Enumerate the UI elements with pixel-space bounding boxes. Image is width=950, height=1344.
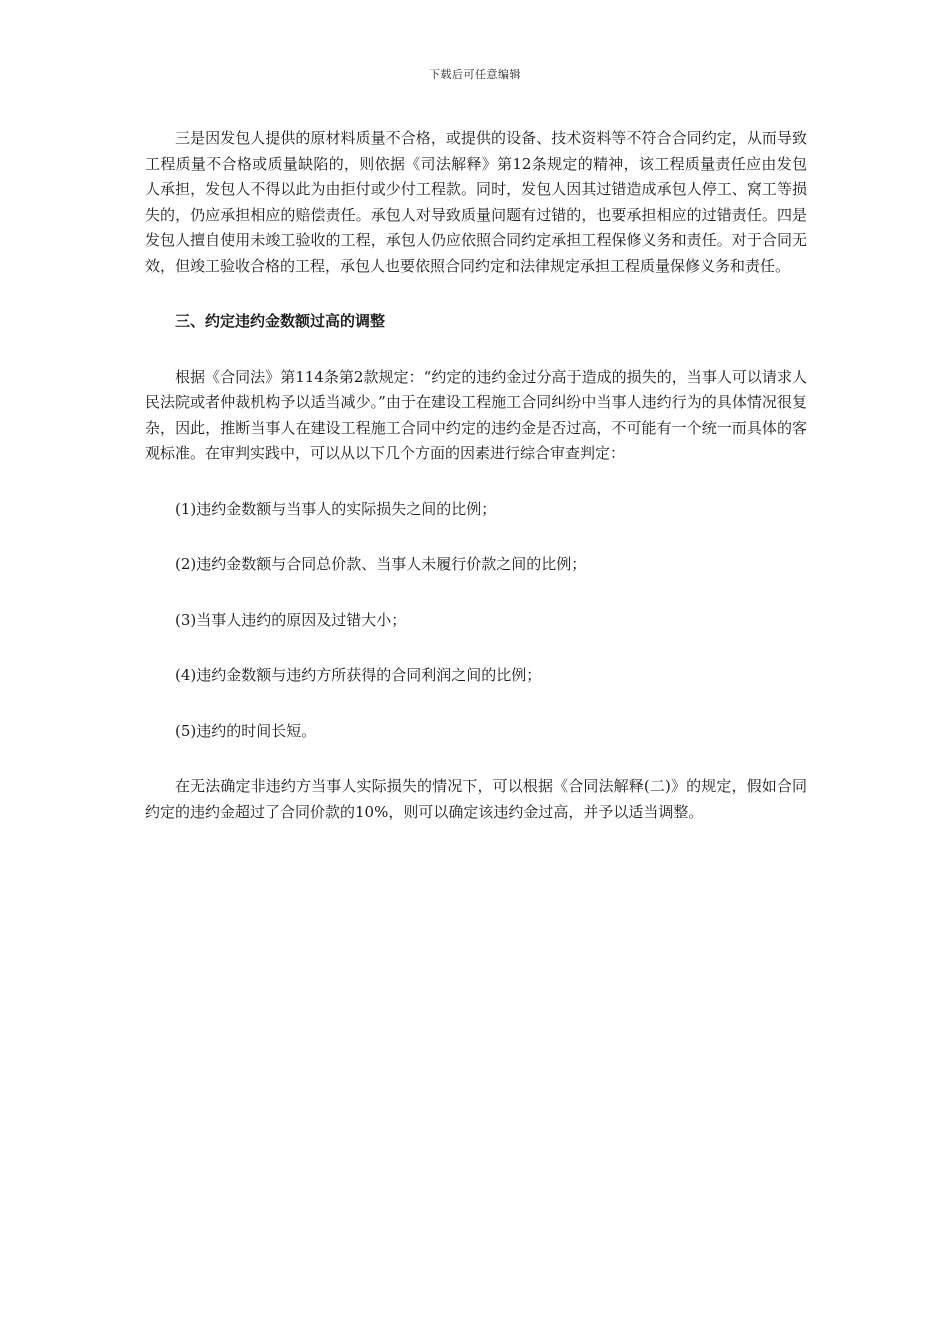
list-item: (3)当事人违约的原因及过错大小； <box>175 610 407 629</box>
spacer <box>145 522 807 552</box>
spacer <box>145 335 807 365</box>
list-item: (5)违约的时间长短。 <box>175 721 317 740</box>
document-body <box>145 126 807 825</box>
paragraph-quality-responsibility: 三是因发包人提供的原材料质量不合格，或提供的设备、技术资料等不符合合同约定，从而导致工程质量不合格或质量缺陷的，则依据《司法解释》第12条规定的精神，该工程质量责任应由发包人承担，发包人不得以此为由拒付或少付工程款。同时，发包人因其过错造成承包人停工、窝工等损失的，仍应承担相应的赔偿责任。承包人对导致质量问题有过错的，也要承担相应的过错责任。四是发包人擅自使用未竣工验收的工程，承包人仍应依照合同约定承担工程保修义务和责任。对于合同无效，但竣工验收合格的工程，承包人也要依照合同约定和法律规定承担工程质量保修义务和责任。 <box>145 129 807 275</box>
paragraph-adjustment: 在无法确定非违约方当事人实际损失的情况下，可以根据《合同法解释(二)》的规定，假如合同约定的违约金超过了合同价款的10%，则可以确定该违约金过高，并予以适当调整。 <box>145 777 807 821</box>
page-header-note: 下载后可任意编辑 <box>429 68 521 81</box>
list-item: (4)违约金数额与违约方所获得的合同利润之间的比例； <box>175 666 542 684</box>
section-heading: 三、约定违约金数额过高的调整 <box>175 312 386 330</box>
spacer <box>145 689 807 719</box>
spacer <box>145 279 807 309</box>
list-item: (2)违约金数额与合同总价款、当事人未履行价款之间的比例； <box>175 555 587 573</box>
paragraph-contract-law: 根据《合同法》第114条第2款规定：“约定的违约金过分高于造成的损失的，当事人可以请求人民法院或者仲裁机构予以适当减少。”由于在建设工程施工合同纠纷中当事人违约行为的具体情况很复杂，因此，推断当事人在建设工程施工合同中约定的违约金是否过高，不可能有一个统一而具体的客观标准。在审判实践中，可以从以下几个方面的因素进行综合审查判定： <box>145 367 807 462</box>
spacer <box>145 578 807 608</box>
spacer <box>145 744 807 774</box>
spacer <box>145 467 807 497</box>
spacer <box>145 633 807 663</box>
list-item: (1)违约金数额与当事人的实际损失之间的比例； <box>175 499 497 518</box>
